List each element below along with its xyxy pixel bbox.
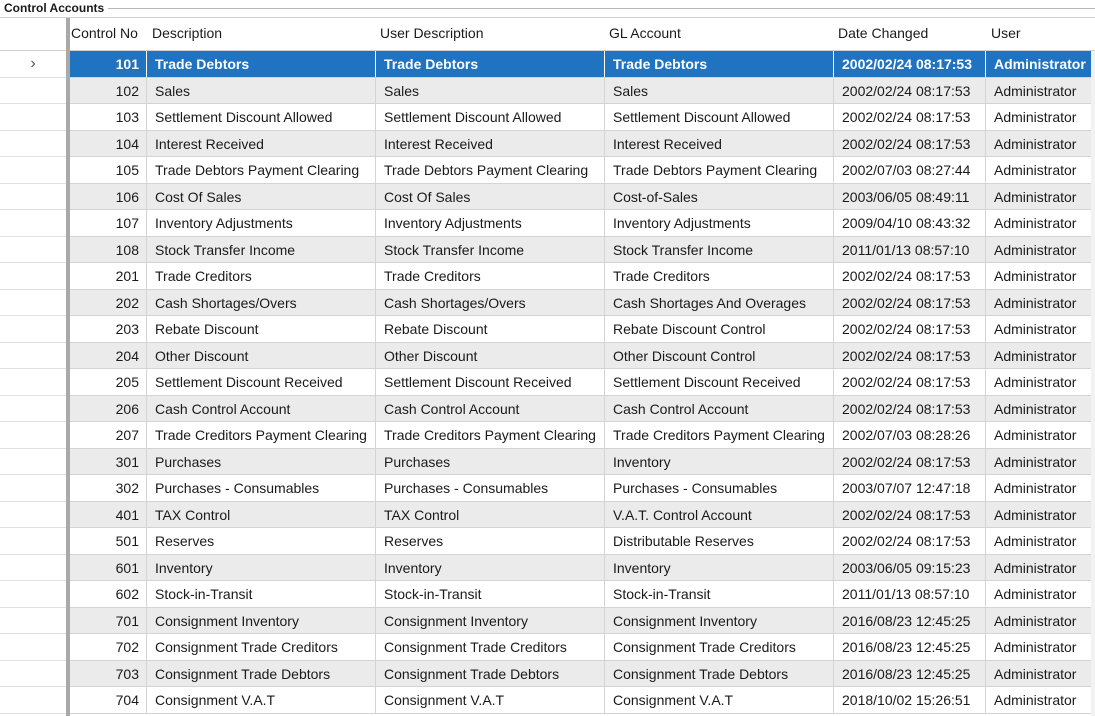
cell-description[interactable]: Consignment Trade Debtors: [147, 661, 376, 687]
cell-gl-account[interactable]: Consignment Trade Debtors: [605, 661, 834, 687]
row-selector[interactable]: [0, 343, 66, 370]
cell-date-changed[interactable]: 2011/01/13 08:57:10: [834, 237, 986, 263]
cell-user-description[interactable]: Inventory: [376, 555, 605, 581]
row-cells: [70, 608, 1095, 635]
cell-control-no[interactable]: 102: [70, 78, 147, 104]
cell-user-description[interactable]: Cost Of Sales: [376, 184, 605, 210]
cell-user[interactable]: Administrator: [986, 104, 1095, 130]
cell-description[interactable]: Inventory: [147, 555, 376, 581]
cell-control-no[interactable]: 107: [70, 210, 147, 236]
cell-control-no[interactable]: 601: [70, 555, 147, 581]
row-cells: [70, 78, 1095, 105]
cell-description[interactable]: Interest Received: [147, 131, 376, 157]
row-selector[interactable]: [0, 237, 66, 264]
cell-date-changed[interactable]: 2002/02/24 08:17:53: [834, 131, 986, 157]
cell-user[interactable]: Administrator: [986, 661, 1095, 687]
cell-description[interactable]: Settlement Discount Allowed: [147, 104, 376, 130]
cell-date-changed[interactable]: 2011/01/13 08:57:10: [834, 581, 986, 607]
cell-gl-account[interactable]: Consignment Inventory: [605, 608, 834, 634]
cell-user[interactable]: Administrator: [986, 528, 1095, 554]
cell-date-changed[interactable]: 2002/02/24 08:17:53: [834, 263, 986, 289]
cell-user-description[interactable]: Interest Received: [376, 131, 605, 157]
cell-user[interactable]: Administrator: [986, 449, 1095, 475]
cell-user[interactable]: Administrator: [986, 555, 1095, 581]
cell-user[interactable]: Administrator: [986, 263, 1095, 289]
cell-control-no[interactable]: 105: [70, 157, 147, 183]
cell-control-no[interactable]: 202: [70, 290, 147, 316]
cell-gl-account[interactable]: Trade Creditors: [605, 263, 834, 289]
cell-gl-account[interactable]: V.A.T. Control Account: [605, 502, 834, 528]
cell-control-no[interactable]: 205: [70, 369, 147, 395]
row-cells: [70, 634, 1095, 661]
column-header-description[interactable]: Description: [152, 25, 223, 41]
cell-date-changed[interactable]: 2002/02/24 08:17:53: [834, 369, 986, 395]
row-cells: [70, 237, 1095, 264]
cell-user-description[interactable]: Settlement Discount Received: [376, 369, 605, 395]
cell-control-no[interactable]: 101: [70, 51, 147, 77]
cell-user[interactable]: Administrator: [986, 475, 1095, 501]
cell-date-changed[interactable]: 2002/07/03 08:27:44: [834, 157, 986, 183]
table-row[interactable]: [0, 608, 1095, 635]
row-cells: [70, 210, 1095, 237]
row-selector[interactable]: [0, 634, 66, 661]
row-cells: [70, 581, 1095, 608]
cell-control-no[interactable]: 702: [70, 634, 147, 660]
cell-date-changed[interactable]: 2003/06/05 09:15:23: [834, 555, 986, 581]
column-header-user[interactable]: User: [991, 25, 1021, 41]
table-row[interactable]: [0, 422, 1095, 449]
row-cells: [70, 422, 1095, 449]
row-selector[interactable]: [0, 422, 66, 449]
column-header-control-no[interactable]: Control No: [71, 25, 138, 41]
cell-gl-account[interactable]: Consignment V.A.T: [605, 687, 834, 713]
row-selector[interactable]: [0, 104, 66, 131]
cell-control-no[interactable]: 108: [70, 237, 147, 263]
cell-description[interactable]: Cash Control Account: [147, 396, 376, 422]
cell-control-no[interactable]: 103: [70, 104, 147, 130]
row-cells: [70, 528, 1095, 555]
cell-user[interactable]: Administrator: [986, 608, 1095, 634]
cell-description[interactable]: Inventory Adjustments: [147, 210, 376, 236]
control-accounts-grid[interactable]: [0, 17, 1095, 716]
cell-user-description[interactable]: Purchases - Consumables: [376, 475, 605, 501]
cell-date-changed[interactable]: 2002/02/24 08:17:53: [834, 343, 986, 369]
group-title: Control Accounts: [4, 0, 107, 16]
cell-user-description[interactable]: Trade Creditors Payment Clearing: [376, 422, 605, 448]
row-selector[interactable]: [0, 316, 66, 343]
cell-user[interactable]: Administrator: [986, 290, 1095, 316]
row-selector[interactable]: [0, 449, 66, 476]
cell-user[interactable]: Administrator: [986, 316, 1095, 342]
cell-user-description[interactable]: Sales: [376, 78, 605, 104]
row-cells: [70, 555, 1095, 582]
cell-user-description[interactable]: TAX Control: [376, 502, 605, 528]
cell-control-no[interactable]: 207: [70, 422, 147, 448]
cell-gl-account[interactable]: Settlement Discount Received: [605, 369, 834, 395]
cell-description[interactable]: Consignment Inventory: [147, 608, 376, 634]
cell-user-description[interactable]: Settlement Discount Allowed: [376, 104, 605, 130]
cell-user[interactable]: Administrator: [986, 581, 1095, 607]
cell-control-no[interactable]: 703: [70, 661, 147, 687]
cell-control-no[interactable]: 203: [70, 316, 147, 342]
table-row[interactable]: [0, 634, 1095, 661]
cell-description[interactable]: Trade Creditors: [147, 263, 376, 289]
row-selector[interactable]: [0, 555, 66, 582]
cell-gl-account[interactable]: Other Discount Control: [605, 343, 834, 369]
row-selector[interactable]: [0, 290, 66, 317]
vertical-scrollbar-edge[interactable]: [1091, 51, 1095, 716]
table-row[interactable]: [0, 290, 1095, 317]
cell-gl-account[interactable]: Trade Debtors Payment Clearing: [605, 157, 834, 183]
cell-date-changed[interactable]: 2003/06/05 08:49:11: [834, 184, 986, 210]
cell-control-no[interactable]: 106: [70, 184, 147, 210]
cell-user[interactable]: Administrator: [986, 343, 1095, 369]
cell-description[interactable]: Purchases: [147, 449, 376, 475]
cell-user[interactable]: Administrator: [986, 184, 1095, 210]
cell-user-description[interactable]: Inventory Adjustments: [376, 210, 605, 236]
table-row[interactable]: [0, 449, 1095, 476]
cell-user-description[interactable]: Stock Transfer Income: [376, 237, 605, 263]
row-selector[interactable]: [0, 131, 66, 158]
cell-description[interactable]: Trade Debtors: [147, 51, 376, 77]
table-row[interactable]: [0, 237, 1095, 264]
cell-date-changed[interactable]: 2003/07/07 12:47:18: [834, 475, 986, 501]
column-header-user-description[interactable]: User Description: [380, 25, 484, 41]
cell-control-no[interactable]: 204: [70, 343, 147, 369]
cell-gl-account[interactable]: Purchases - Consumables: [605, 475, 834, 501]
row-cells: [70, 263, 1095, 290]
table-row[interactable]: [0, 343, 1095, 370]
cell-user-description[interactable]: Purchases: [376, 449, 605, 475]
row-cells: [70, 316, 1095, 343]
cell-description[interactable]: Trade Debtors Payment Clearing: [147, 157, 376, 183]
cell-user[interactable]: Administrator: [986, 237, 1095, 263]
cell-control-no[interactable]: 301: [70, 449, 147, 475]
cell-description[interactable]: Other Discount: [147, 343, 376, 369]
cell-description[interactable]: Consignment Trade Creditors: [147, 634, 376, 660]
cell-date-changed[interactable]: 2002/02/24 08:17:53: [834, 502, 986, 528]
row-cells: [70, 104, 1095, 131]
row-selector[interactable]: [0, 502, 66, 529]
cell-user[interactable]: Administrator: [986, 51, 1095, 77]
row-selector[interactable]: [0, 157, 66, 184]
cell-gl-account[interactable]: Inventory: [605, 555, 834, 581]
cell-date-changed[interactable]: 2016/08/23 12:45:25: [834, 661, 986, 687]
row-selector[interactable]: [0, 369, 66, 396]
cell-control-no[interactable]: 701: [70, 608, 147, 634]
row-selector[interactable]: [0, 687, 66, 714]
table-row[interactable]: [0, 184, 1095, 211]
row-cells: [70, 396, 1095, 423]
row-selector[interactable]: [0, 661, 66, 688]
cell-control-no[interactable]: 206: [70, 396, 147, 422]
cell-date-changed[interactable]: 2009/04/10 08:43:32: [834, 210, 986, 236]
cell-date-changed[interactable]: 2016/08/23 12:45:25: [834, 634, 986, 660]
cell-user[interactable]: Administrator: [986, 396, 1095, 422]
cell-user[interactable]: Administrator: [986, 687, 1095, 713]
cell-date-changed[interactable]: 2002/02/24 08:17:53: [834, 396, 986, 422]
table-row[interactable]: [0, 502, 1095, 529]
cell-description[interactable]: Settlement Discount Received: [147, 369, 376, 395]
table-row[interactable]: [0, 369, 1095, 396]
row-selector[interactable]: [0, 475, 66, 502]
cell-gl-account[interactable]: Distributable Reserves: [605, 528, 834, 554]
cell-description[interactable]: Rebate Discount: [147, 316, 376, 342]
cell-date-changed[interactable]: 2002/02/24 08:17:53: [834, 104, 986, 130]
table-row[interactable]: [0, 581, 1095, 608]
table-row[interactable]: [0, 555, 1095, 582]
row-selector[interactable]: [0, 396, 66, 423]
cell-user[interactable]: Administrator: [986, 502, 1095, 528]
cell-user[interactable]: Administrator: [986, 78, 1095, 104]
row-cells: [70, 131, 1095, 158]
row-selector[interactable]: [0, 184, 66, 211]
cell-description[interactable]: Sales: [147, 78, 376, 104]
row-cells: [70, 157, 1095, 184]
table-row[interactable]: [0, 210, 1095, 237]
cell-user[interactable]: Administrator: [986, 131, 1095, 157]
row-cells: [70, 449, 1095, 476]
row-selector[interactable]: [0, 210, 66, 237]
cell-user-description[interactable]: Consignment Trade Creditors: [376, 634, 605, 660]
cell-gl-account[interactable]: Cash Shortages And Overages: [605, 290, 834, 316]
cell-description[interactable]: Stock-in-Transit: [147, 581, 376, 607]
row-selector[interactable]: [0, 528, 66, 555]
cell-description[interactable]: Cost Of Sales: [147, 184, 376, 210]
table-row[interactable]: [0, 51, 1095, 78]
cell-gl-account[interactable]: Trade Debtors: [605, 51, 834, 77]
table-row[interactable]: [0, 78, 1095, 105]
table-row[interactable]: [0, 104, 1095, 131]
cell-control-no[interactable]: 302: [70, 475, 147, 501]
cell-user[interactable]: Administrator: [986, 210, 1095, 236]
column-header-gl-account[interactable]: GL Account: [609, 25, 681, 41]
cell-user[interactable]: Administrator: [986, 422, 1095, 448]
cell-description[interactable]: Purchases - Consumables: [147, 475, 376, 501]
cell-description[interactable]: Reserves: [147, 528, 376, 554]
cell-gl-account[interactable]: Interest Received: [605, 131, 834, 157]
cell-user-description[interactable]: Stock-in-Transit: [376, 581, 605, 607]
row-selector[interactable]: [0, 608, 66, 635]
cell-control-no[interactable]: 201: [70, 263, 147, 289]
row-cells: [70, 369, 1095, 396]
cell-control-no[interactable]: 104: [70, 131, 147, 157]
row-cells: [70, 184, 1095, 211]
row-selector[interactable]: [0, 263, 66, 290]
cell-user-description[interactable]: Rebate Discount: [376, 316, 605, 342]
cell-user-description[interactable]: Consignment Trade Debtors: [376, 661, 605, 687]
cell-date-changed[interactable]: 2002/02/24 08:17:53: [834, 51, 986, 77]
cell-user-description[interactable]: Reserves: [376, 528, 605, 554]
cell-date-changed[interactable]: 2002/02/24 08:17:53: [834, 449, 986, 475]
row-cells: [70, 343, 1095, 370]
table-row[interactable]: [0, 131, 1095, 158]
row-cells: [70, 502, 1095, 529]
row-cells: [70, 661, 1095, 688]
cell-gl-account[interactable]: Settlement Discount Allowed: [605, 104, 834, 130]
cell-user-description[interactable]: Other Discount: [376, 343, 605, 369]
cell-description[interactable]: TAX Control: [147, 502, 376, 528]
group-divider: [108, 8, 1095, 9]
cell-user-description[interactable]: Consignment V.A.T: [376, 687, 605, 713]
cell-date-changed[interactable]: 2002/02/24 08:17:53: [834, 316, 986, 342]
cell-gl-account[interactable]: Trade Creditors Payment Clearing: [605, 422, 834, 448]
cell-user[interactable]: Administrator: [986, 369, 1095, 395]
cell-control-no[interactable]: 401: [70, 502, 147, 528]
table-row[interactable]: [0, 687, 1095, 714]
cell-user-description[interactable]: Cash Shortages/Overs: [376, 290, 605, 316]
cell-user-description[interactable]: Cash Control Account: [376, 396, 605, 422]
cell-date-changed[interactable]: 2002/02/24 08:17:53: [834, 290, 986, 316]
cell-control-no[interactable]: 602: [70, 581, 147, 607]
cell-gl-account[interactable]: Cash Control Account: [605, 396, 834, 422]
table-row[interactable]: [0, 475, 1095, 502]
cell-user-description[interactable]: Trade Debtors Payment Clearing: [376, 157, 605, 183]
row-cells: [70, 51, 1095, 78]
table-row[interactable]: [0, 528, 1095, 555]
cell-user-description[interactable]: Consignment Inventory: [376, 608, 605, 634]
cell-user[interactable]: Administrator: [986, 157, 1095, 183]
cell-gl-account[interactable]: Consignment Trade Creditors: [605, 634, 834, 660]
cell-control-no[interactable]: 501: [70, 528, 147, 554]
cell-control-no[interactable]: 704: [70, 687, 147, 713]
row-cells: [70, 687, 1095, 714]
cell-description[interactable]: Trade Creditors Payment Clearing: [147, 422, 376, 448]
cell-user-description[interactable]: Trade Creditors: [376, 263, 605, 289]
cell-gl-account[interactable]: Sales: [605, 78, 834, 104]
cell-user[interactable]: Administrator: [986, 634, 1095, 660]
cell-description[interactable]: Cash Shortages/Overs: [147, 290, 376, 316]
table-row[interactable]: [0, 316, 1095, 343]
row-cells: [70, 290, 1095, 317]
cell-date-changed[interactable]: 2002/02/24 08:17:53: [834, 78, 986, 104]
cell-date-changed[interactable]: 2002/07/03 08:28:26: [834, 422, 986, 448]
cell-date-changed[interactable]: 2002/02/24 08:17:53: [834, 528, 986, 554]
cell-gl-account[interactable]: Inventory Adjustments: [605, 210, 834, 236]
grid-header: [0, 18, 1095, 51]
table-row[interactable]: [0, 661, 1095, 688]
cell-date-changed[interactable]: 2018/10/02 15:26:51: [834, 687, 986, 713]
table-row[interactable]: [0, 157, 1095, 184]
cell-gl-account[interactable]: Stock-in-Transit: [605, 581, 834, 607]
row-cells: [70, 475, 1095, 502]
cell-date-changed[interactable]: 2016/08/23 12:45:25: [834, 608, 986, 634]
cell-gl-account[interactable]: Stock Transfer Income: [605, 237, 834, 263]
cell-gl-account[interactable]: Inventory: [605, 449, 834, 475]
row-selector[interactable]: [0, 78, 66, 105]
cell-user-description[interactable]: Trade Debtors: [376, 51, 605, 77]
cell-description[interactable]: Consignment V.A.T: [147, 687, 376, 713]
cell-description[interactable]: Stock Transfer Income: [147, 237, 376, 263]
table-row[interactable]: [0, 396, 1095, 423]
current-row-chevron-icon[interactable]: ›: [0, 51, 66, 78]
column-header-date-changed[interactable]: Date Changed: [838, 25, 929, 41]
table-row[interactable]: [0, 263, 1095, 290]
cell-gl-account[interactable]: Cost-of-Sales: [605, 184, 834, 210]
row-selector[interactable]: [0, 581, 66, 608]
cell-gl-account[interactable]: Rebate Discount Control: [605, 316, 834, 342]
